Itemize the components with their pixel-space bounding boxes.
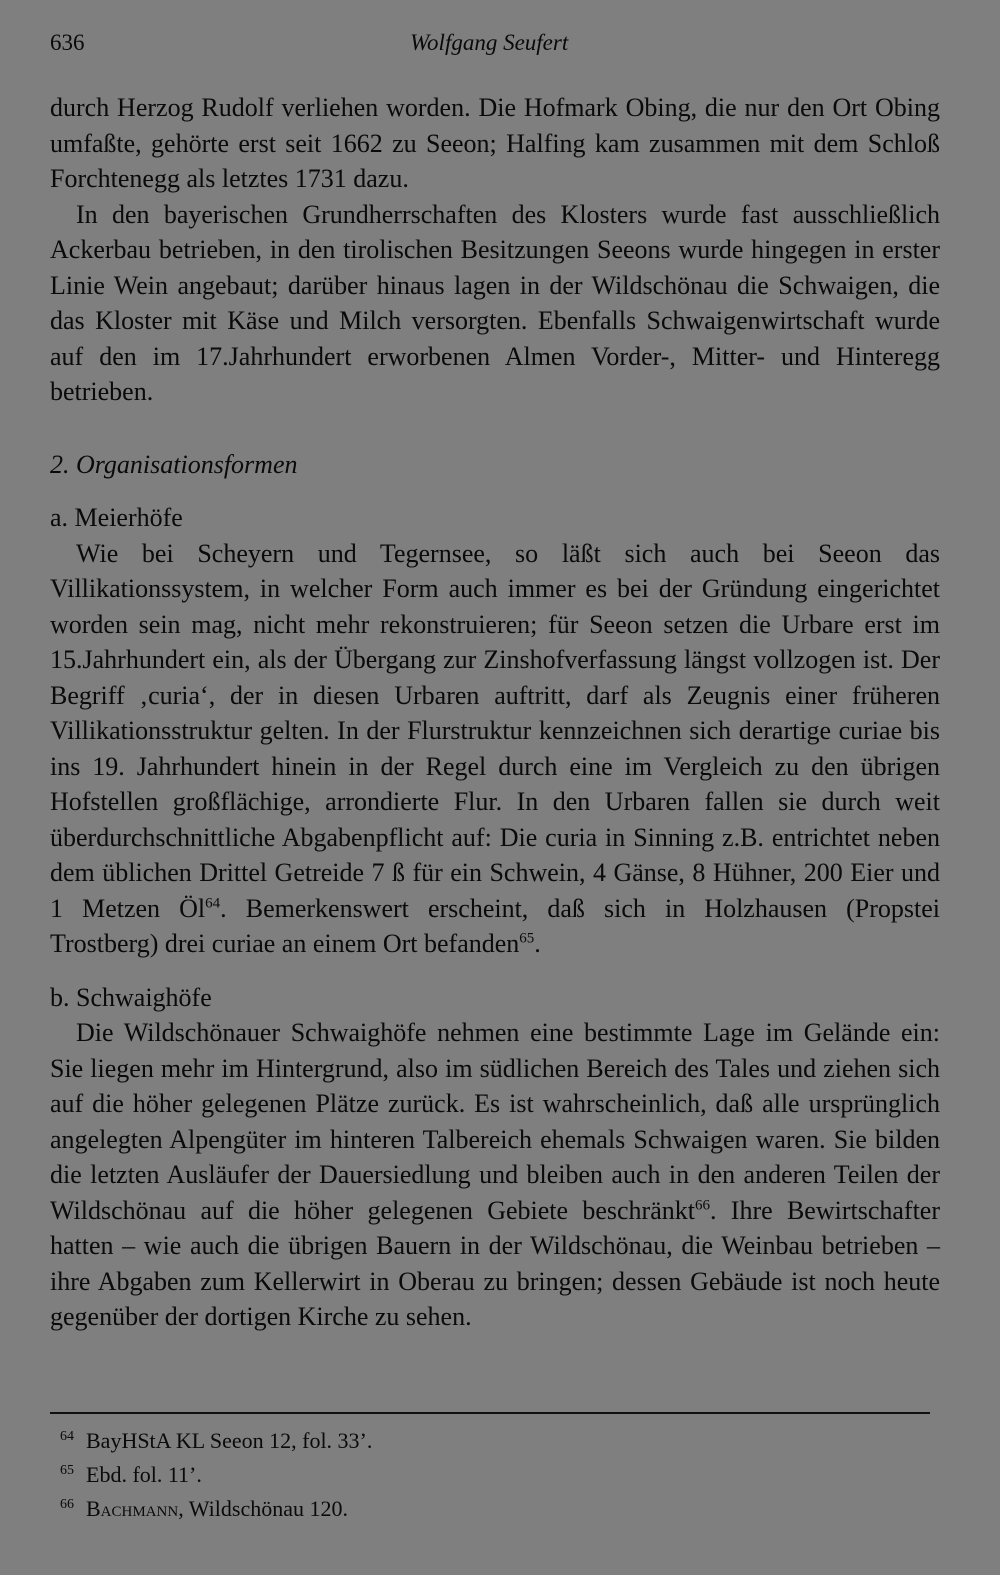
footnote-65 [60, 1460, 930, 1494]
section-heading: 2. Organisationsformen [50, 449, 298, 479]
footnote-text [86, 1494, 348, 1524]
subsection-heading-a: a. Meierhöfe [50, 503, 183, 532]
footnotes [60, 1426, 930, 1528]
footnote-ref-64[interactable]: 64 [205, 894, 221, 911]
page-header [50, 30, 940, 62]
footnote-ref-66[interactable]: 66 [694, 1196, 710, 1213]
paragraph-3 [50, 536, 940, 962]
footnote-author: Bachmann [86, 1496, 179, 1521]
footnote-divider [50, 1412, 930, 1414]
subsection-heading-b: b. Schwaighöfe [50, 982, 212, 1012]
paragraph-4 [50, 1015, 940, 1335]
footnote-64 [60, 1426, 930, 1460]
paragraph-3-cont: . Bemerkenswert erscheint, daß sich in Holzhausen (Propstei Trostberg) drei curiae an einem Ort befanden [50, 893, 940, 958]
footnote-number: 64 [60, 1429, 74, 1444]
paragraph-2: In den bayerischen Grundherrschaften des Klosters wurde fast ausschließlich Ackerbau betrieben, in den tirolischen Besitzungen Seeons wurde hingegen in erster Linie Wein angebaut; darüber hinaus lagen in der Wildschönau die Schwaigen, die das Kloster mit Käse und Milch versorgten. Ebenfalls Schwaigenwirtschaft wurde auf den im 17.Jahrhundert erworbenen Almen Vorder-, Mitter- und Hinteregg betrieben. [50, 199, 940, 406]
footnote-citation: , Wildschönau 120. [178, 1496, 348, 1521]
page-number: 636 [50, 30, 85, 55]
paragraph-3-text: Wie bei Scheyern und Tegernsee, so läßt sich auch bei Seeon das Villikationssystem, in welcher Form auch immer es bei der Gründung eingerichtet worden sein mag, nicht mehr rekonstruieren; für Seeon setzen die Urbare erst im 15.Jahrhundert ein, als der Übergang zur Zinshofverfassung längst vollzogen ist. Der Begriff ‚curia‘, der in diesen Urbaren auftritt, darf als Zeugnis einer früheren Villikationsstruktur gelten. In der Flurstruktur kennzeichnen sich derartige curiae bis ins 19. Jahrhundert hinein in der Regel durch eine im Vergleich zu den übrigen Hofstellen großflächige, arrondierte Flur. In den Urbaren fallen sie durch weit überdurchschnittliche Abgabenpflicht auf: Die curia in Sinning z.B. entrichtet neben dem üblichen Drittel Getreide 7 ß für ein Schwein, 4 Gänse, 8 Hühner, 200 Eier und 1 Metzen Öl [50, 538, 940, 923]
body-text [50, 90, 940, 1335]
footnote-66 [60, 1494, 930, 1528]
footnote-text: BayHStA KL Seeon 12, fol. 33’. [86, 1428, 373, 1453]
paragraph-4-cont: . Ihre Bewirtschafter hatten – wie auch die übrigen Bauern in der Wildschönau, die Weinbau betrieben – ihre Abgaben zum Kellerwirt in Oberau zu bringen; dessen Gebäude ist noch heute gegenüber der dortigen Kirche zu sehen. [50, 1195, 940, 1331]
footnote-ref-65[interactable]: 65 [519, 930, 535, 947]
footnote-number: 66 [60, 1497, 74, 1512]
footnote-text: Ebd. fol. 11’. [86, 1462, 202, 1487]
paragraph-3-end: . [534, 929, 541, 958]
footnote-number: 65 [60, 1463, 74, 1478]
paragraph-4-text: Die Wildschönauer Schwaighöfe nehmen eine bestimmte Lage im Gelände ein: Sie liegen mehr im Hintergrund, also im südlichen Bereich des Tales und ziehen sich auf die höher gelegenen Plätze zurück. Es ist wahrscheinlich, daß alle ursprünglich angelegten Alpengüter im hinteren Talbereich ehemals Schwaigen waren. Sie bilden die letzten Ausläufer der Dauersiedlung und bleiben auch in den anderen Teilen der Wildschönau auf die höher gelegenen Gebiete beschränkt [50, 1018, 940, 1225]
paragraph-1: durch Herzog Rudolf verliehen worden. Die Hofmark Obing, die nur den Ort Obing umfaßte, gehörte erst seit 1662 zu Seeon; Halfing kam zusammen mit dem Schloß Forchtenegg als letztes 1731 dazu. [50, 93, 940, 193]
running-head: Wolfgang Seufert [410, 30, 569, 55]
